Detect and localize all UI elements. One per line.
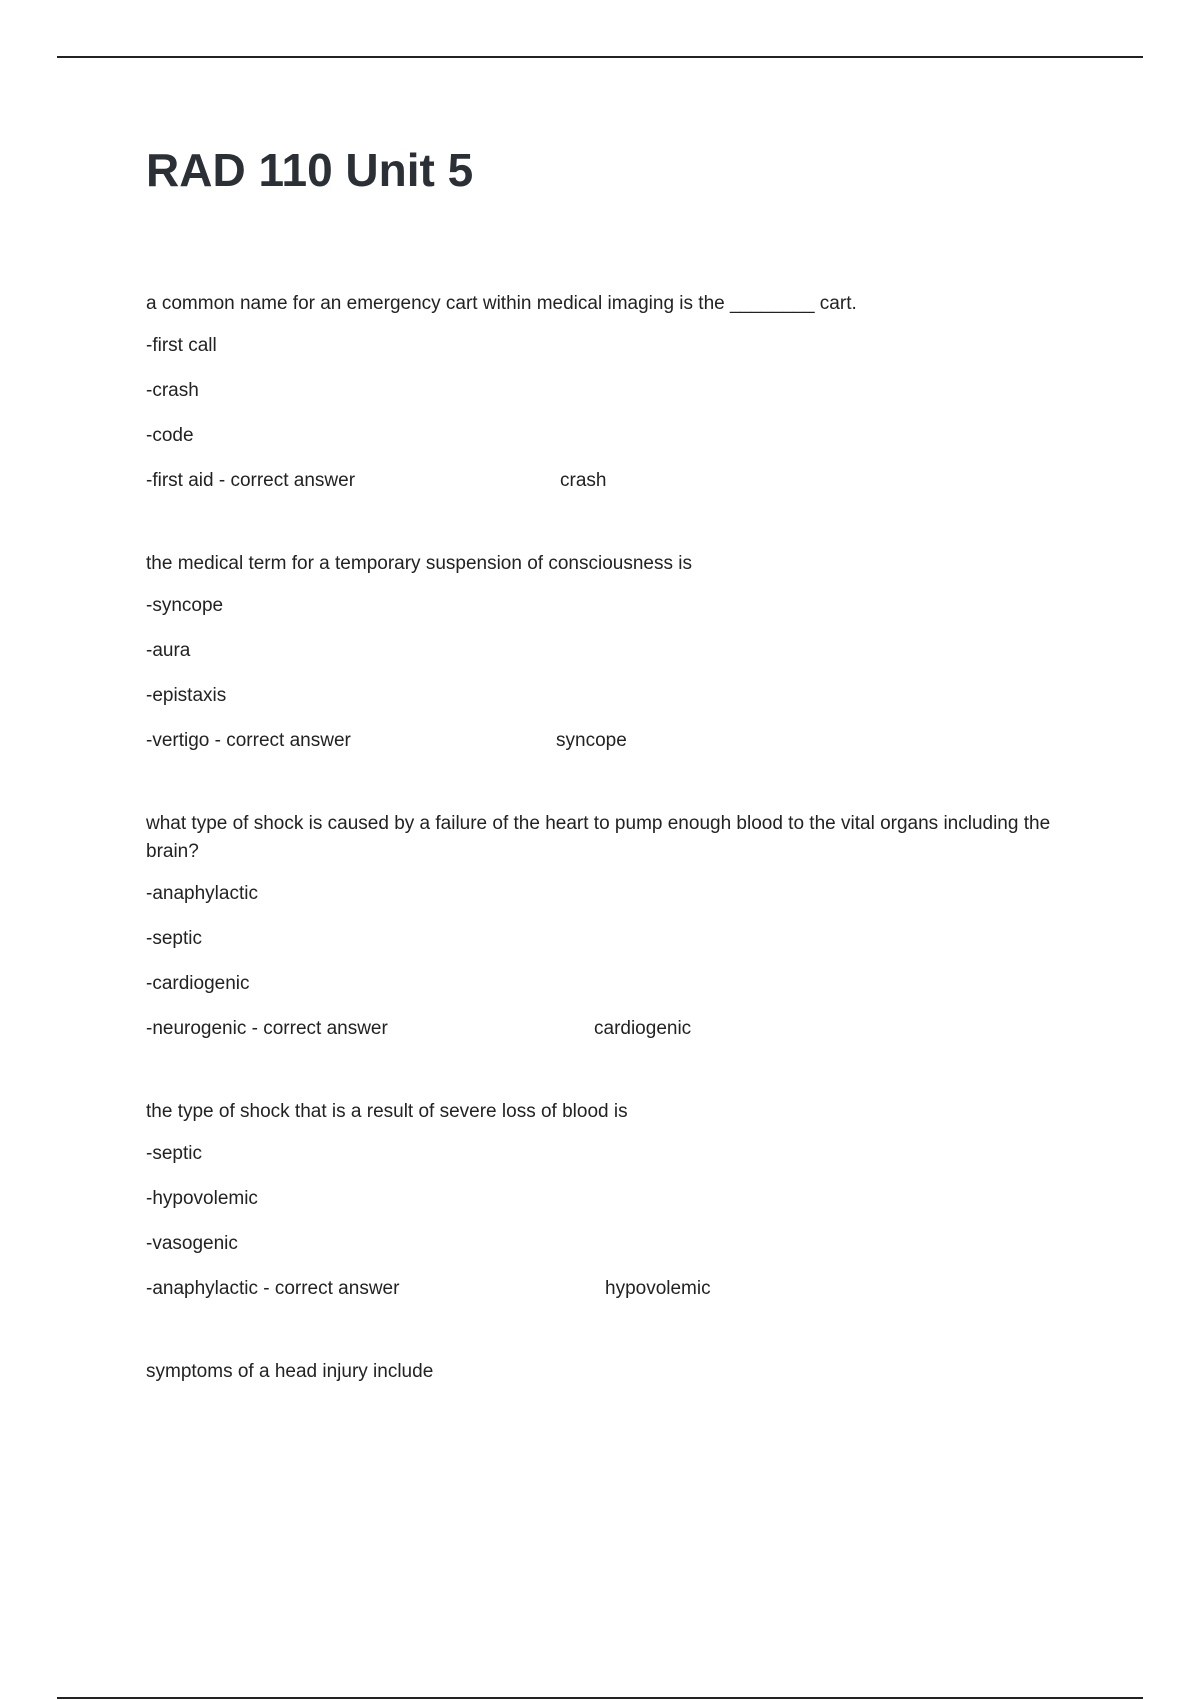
header-rule: [57, 56, 1143, 58]
question-block: [146, 550, 1096, 755]
answer-option: -anaphylactic: [146, 883, 258, 904]
answer-option: -aura: [146, 640, 191, 661]
answer-option: -neurogenic - correct answer: [146, 1018, 388, 1039]
correct-answer: cardiogenic: [594, 1018, 692, 1039]
question-text: the type of shock that is a result of severe loss of blood is: [146, 1101, 628, 1122]
answer-option: -crash: [146, 380, 199, 401]
footer-rule: [57, 1697, 1143, 1699]
answer-option: -epistaxis: [146, 685, 227, 706]
page-title: RAD 110 Unit 5: [146, 144, 474, 196]
correct-answer: syncope: [556, 730, 627, 751]
question-text: a common name for an emergency cart within medical imaging is the ________ cart.: [146, 293, 857, 314]
answer-option: -first call: [146, 335, 217, 356]
answer-option-with-answer: [146, 1275, 1096, 1303]
answer-option: -syncope: [146, 595, 224, 616]
question-block: [146, 1358, 1096, 1386]
answer-option: -cardiogenic: [146, 973, 250, 994]
answer-option: -septic: [146, 1143, 202, 1164]
answer-option-with-answer: [146, 1015, 1096, 1043]
question-list: [146, 290, 1096, 1441]
answer-option: -anaphylactic - correct answer: [146, 1278, 400, 1299]
question-text: what type of shock is caused by a failure of the heart to pump enough blood to the vital organs including the brain?: [146, 813, 1051, 862]
correct-answer: hypovolemic: [605, 1278, 711, 1299]
question-text: symptoms of a head injury include: [146, 1361, 434, 1382]
answer-option: -code: [146, 425, 194, 446]
answer-option: -vertigo - correct answer: [146, 730, 351, 751]
correct-answer: crash: [560, 470, 607, 491]
answer-option-with-answer: [146, 727, 1096, 755]
question-block: [146, 1098, 1096, 1303]
question-text: the medical term for a temporary suspension of consciousness is: [146, 553, 692, 574]
question-block: [146, 810, 1096, 1043]
answer-option: -hypovolemic: [146, 1188, 258, 1209]
answer-option: -septic: [146, 928, 202, 949]
answer-option: -first aid - correct answer: [146, 470, 356, 491]
answer-option: -vasogenic: [146, 1233, 238, 1254]
answer-option-with-answer: [146, 467, 1096, 495]
question-block: [146, 290, 1096, 495]
